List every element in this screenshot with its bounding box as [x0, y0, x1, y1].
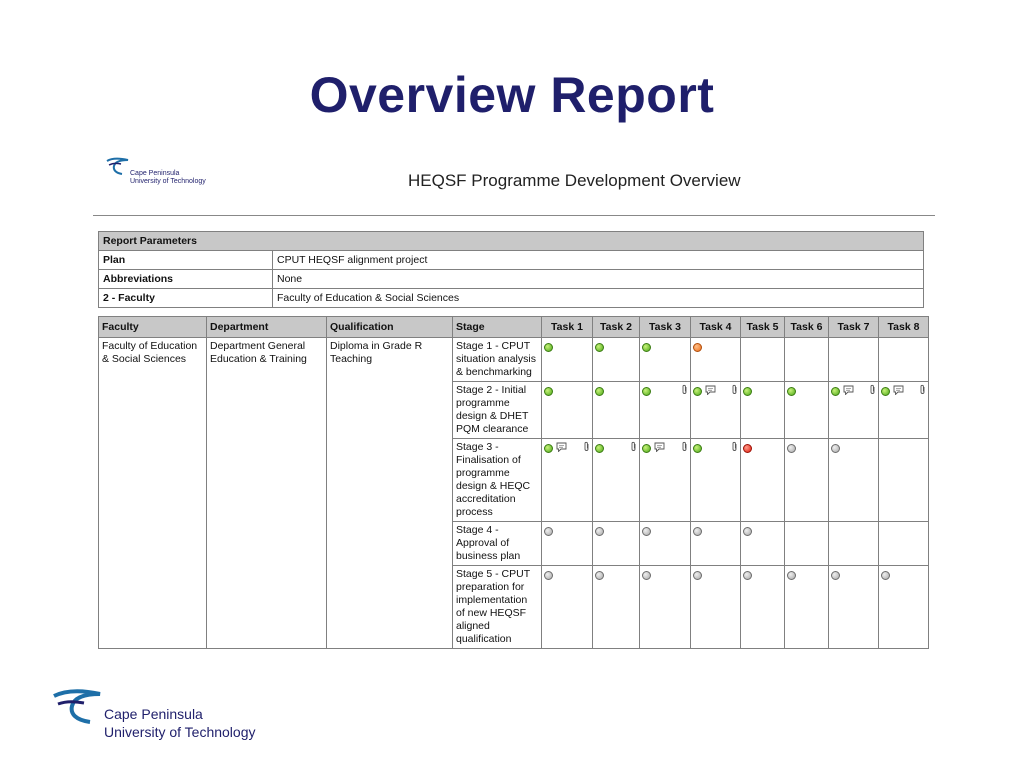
parameters-heading: Report Parameters — [99, 232, 924, 251]
task-cell — [879, 382, 929, 439]
task-indicator — [595, 442, 637, 455]
task-indicator — [595, 341, 637, 354]
qualification-cell: Diploma in Grade R Teaching — [327, 338, 453, 649]
comment-icon[interactable] — [705, 385, 716, 399]
task-indicator — [831, 442, 876, 455]
status-green-icon[interactable] — [544, 444, 553, 453]
cput-wave-icon — [106, 157, 130, 179]
status-green-icon[interactable] — [881, 387, 890, 396]
attachment-icon[interactable] — [630, 441, 637, 456]
status-grey-icon[interactable] — [544, 571, 553, 580]
task-indicator — [544, 385, 590, 398]
logo-line-1: Cape Peninsula — [130, 170, 180, 177]
status-grey-icon[interactable] — [787, 571, 796, 580]
task-cell — [741, 338, 785, 382]
task-cell — [691, 566, 741, 649]
column-header: Task 2 — [593, 317, 640, 338]
column-header: Stage — [453, 317, 542, 338]
task-cell — [785, 439, 829, 522]
parameter-row — [99, 270, 924, 289]
attachment-icon[interactable] — [869, 384, 876, 399]
faculty-cell: Faculty of Education & Social Sciences — [99, 338, 207, 649]
task-indicator — [595, 385, 637, 398]
status-grey-icon[interactable] — [544, 527, 553, 536]
report-title: HEQSF Programme Development Overview — [408, 171, 741, 190]
cput-logo-large — [52, 688, 272, 756]
task-indicator — [787, 385, 826, 398]
status-green-icon[interactable] — [544, 387, 553, 396]
task-cell — [542, 439, 593, 522]
task-indicator — [595, 569, 637, 582]
parameter-label: Plan — [99, 251, 273, 270]
task-indicator — [693, 525, 738, 538]
status-grey-icon[interactable] — [831, 444, 840, 453]
task-cell — [785, 338, 829, 382]
status-grey-icon[interactable] — [595, 571, 604, 580]
cput-logo-small — [106, 155, 226, 191]
task-cell — [542, 382, 593, 439]
parameter-value: None — [273, 270, 924, 289]
task-cell — [691, 338, 741, 382]
task-cell — [879, 439, 929, 522]
task-indicator — [831, 569, 876, 582]
report-parameters-table — [98, 231, 924, 308]
task-indicator — [544, 341, 590, 354]
task-cell — [593, 439, 640, 522]
task-indicator — [642, 385, 688, 398]
task-indicator — [642, 442, 688, 455]
task-cell — [829, 338, 879, 382]
task-cell — [593, 522, 640, 566]
task-indicator — [693, 442, 738, 455]
parameter-label: 2 - Faculty — [99, 289, 273, 308]
status-green-icon[interactable] — [787, 387, 796, 396]
task-indicator — [693, 385, 738, 398]
status-green-icon[interactable] — [595, 387, 604, 396]
attachment-icon[interactable] — [731, 441, 738, 456]
logo-line-2: University of Technology — [104, 724, 256, 740]
parameter-value: CPUT HEQSF alignment project — [273, 251, 924, 270]
task-cell — [542, 522, 593, 566]
status-green-icon[interactable] — [831, 387, 840, 396]
programme-overview-table — [98, 316, 929, 649]
cput-wave-icon — [52, 688, 104, 738]
task-indicator — [743, 385, 782, 398]
status-green-icon[interactable] — [642, 387, 651, 396]
column-header: Task 3 — [640, 317, 691, 338]
status-grey-icon[interactable] — [642, 527, 651, 536]
task-indicator — [881, 569, 926, 582]
column-header: Department — [207, 317, 327, 338]
column-header: Task 7 — [829, 317, 879, 338]
task-cell — [640, 439, 691, 522]
status-grey-icon[interactable] — [831, 571, 840, 580]
stage-row — [99, 338, 929, 382]
parameter-value: Faculty of Education & Social Sciences — [273, 289, 924, 308]
task-cell — [879, 338, 929, 382]
task-cell — [741, 522, 785, 566]
status-grey-icon[interactable] — [693, 571, 702, 580]
task-cell — [640, 566, 691, 649]
task-cell — [542, 566, 593, 649]
department-cell: Department General Education & Training — [207, 338, 327, 649]
task-cell — [879, 522, 929, 566]
comment-icon[interactable] — [654, 442, 665, 456]
task-cell — [785, 382, 829, 439]
task-indicator — [743, 525, 782, 538]
task-cell — [640, 522, 691, 566]
header-divider — [93, 215, 935, 216]
task-cell — [691, 382, 741, 439]
task-cell — [691, 439, 741, 522]
status-green-icon[interactable] — [642, 343, 651, 352]
stage-cell: Stage 1 - CPUT situation analysis & benchmarking — [453, 338, 542, 382]
task-cell — [593, 338, 640, 382]
attachment-icon[interactable] — [731, 384, 738, 399]
column-header: Qualification — [327, 317, 453, 338]
comment-icon[interactable] — [893, 385, 904, 399]
column-header: Task 5 — [741, 317, 785, 338]
task-cell — [640, 338, 691, 382]
task-indicator — [743, 569, 782, 582]
attachment-icon[interactable] — [681, 384, 688, 399]
task-cell — [691, 522, 741, 566]
status-green-icon[interactable] — [544, 343, 553, 352]
column-header: Task 8 — [879, 317, 929, 338]
status-grey-icon[interactable] — [642, 571, 651, 580]
task-indicator — [693, 341, 738, 354]
comment-icon[interactable] — [556, 442, 567, 456]
task-indicator — [787, 569, 826, 582]
task-indicator — [743, 442, 782, 455]
task-indicator — [544, 442, 590, 455]
slide-title: Overview Report — [309, 67, 715, 123]
logo-line-1: Cape Peninsula — [104, 706, 203, 722]
overview-body — [99, 338, 929, 649]
task-cell — [593, 382, 640, 439]
task-indicator — [642, 569, 688, 582]
column-header: Faculty — [99, 317, 207, 338]
status-grey-icon[interactable] — [743, 571, 752, 580]
task-cell — [829, 522, 879, 566]
status-green-icon[interactable] — [595, 343, 604, 352]
column-header: Task 6 — [785, 317, 829, 338]
task-indicator — [693, 569, 738, 582]
task-cell — [542, 338, 593, 382]
task-indicator — [831, 385, 876, 398]
task-indicator — [787, 442, 826, 455]
status-red-icon[interactable] — [743, 444, 752, 453]
task-cell — [741, 382, 785, 439]
task-indicator — [642, 525, 688, 538]
stage-cell: Stage 2 - Initial programme design & DHET PQM clearance — [453, 382, 542, 439]
attachment-icon[interactable] — [919, 384, 926, 399]
parameter-row — [99, 289, 924, 308]
status-grey-icon[interactable] — [787, 444, 796, 453]
status-grey-icon[interactable] — [881, 571, 890, 580]
task-cell — [741, 566, 785, 649]
status-green-icon[interactable] — [693, 444, 702, 453]
attachment-icon[interactable] — [583, 441, 590, 456]
task-cell — [879, 566, 929, 649]
status-grey-icon[interactable] — [743, 527, 752, 536]
task-cell — [829, 439, 879, 522]
status-green-icon[interactable] — [642, 444, 651, 453]
parameter-row — [99, 251, 924, 270]
task-indicator — [881, 385, 926, 398]
status-green-icon[interactable] — [743, 387, 752, 396]
task-cell — [829, 382, 879, 439]
stage-cell: Stage 5 - CPUT preparation for implementation of new HEQSF aligned qualification — [453, 566, 542, 649]
status-grey-icon[interactable] — [595, 527, 604, 536]
attachment-icon[interactable] — [681, 441, 688, 456]
status-orange-icon[interactable] — [693, 343, 702, 352]
task-cell — [829, 566, 879, 649]
task-indicator — [595, 525, 637, 538]
stage-cell: Stage 3 - Finalisation of programme design & HEQC accreditation process — [453, 439, 542, 522]
task-cell — [593, 566, 640, 649]
overview-header-row — [99, 317, 929, 338]
parameter-label: Abbreviations — [99, 270, 273, 289]
task-cell — [640, 382, 691, 439]
column-header: Task 4 — [691, 317, 741, 338]
status-green-icon[interactable] — [693, 387, 702, 396]
status-grey-icon[interactable] — [693, 527, 702, 536]
task-indicator — [544, 569, 590, 582]
stage-cell: Stage 4 - Approval of business plan — [453, 522, 542, 566]
comment-icon[interactable] — [843, 385, 854, 399]
logo-line-2: University of Technology — [130, 178, 206, 185]
task-indicator — [544, 525, 590, 538]
column-header: Task 1 — [542, 317, 593, 338]
task-cell — [785, 522, 829, 566]
task-indicator — [642, 341, 688, 354]
task-cell — [785, 566, 829, 649]
task-cell — [741, 439, 785, 522]
status-green-icon[interactable] — [595, 444, 604, 453]
parameters-heading-row — [99, 232, 924, 251]
